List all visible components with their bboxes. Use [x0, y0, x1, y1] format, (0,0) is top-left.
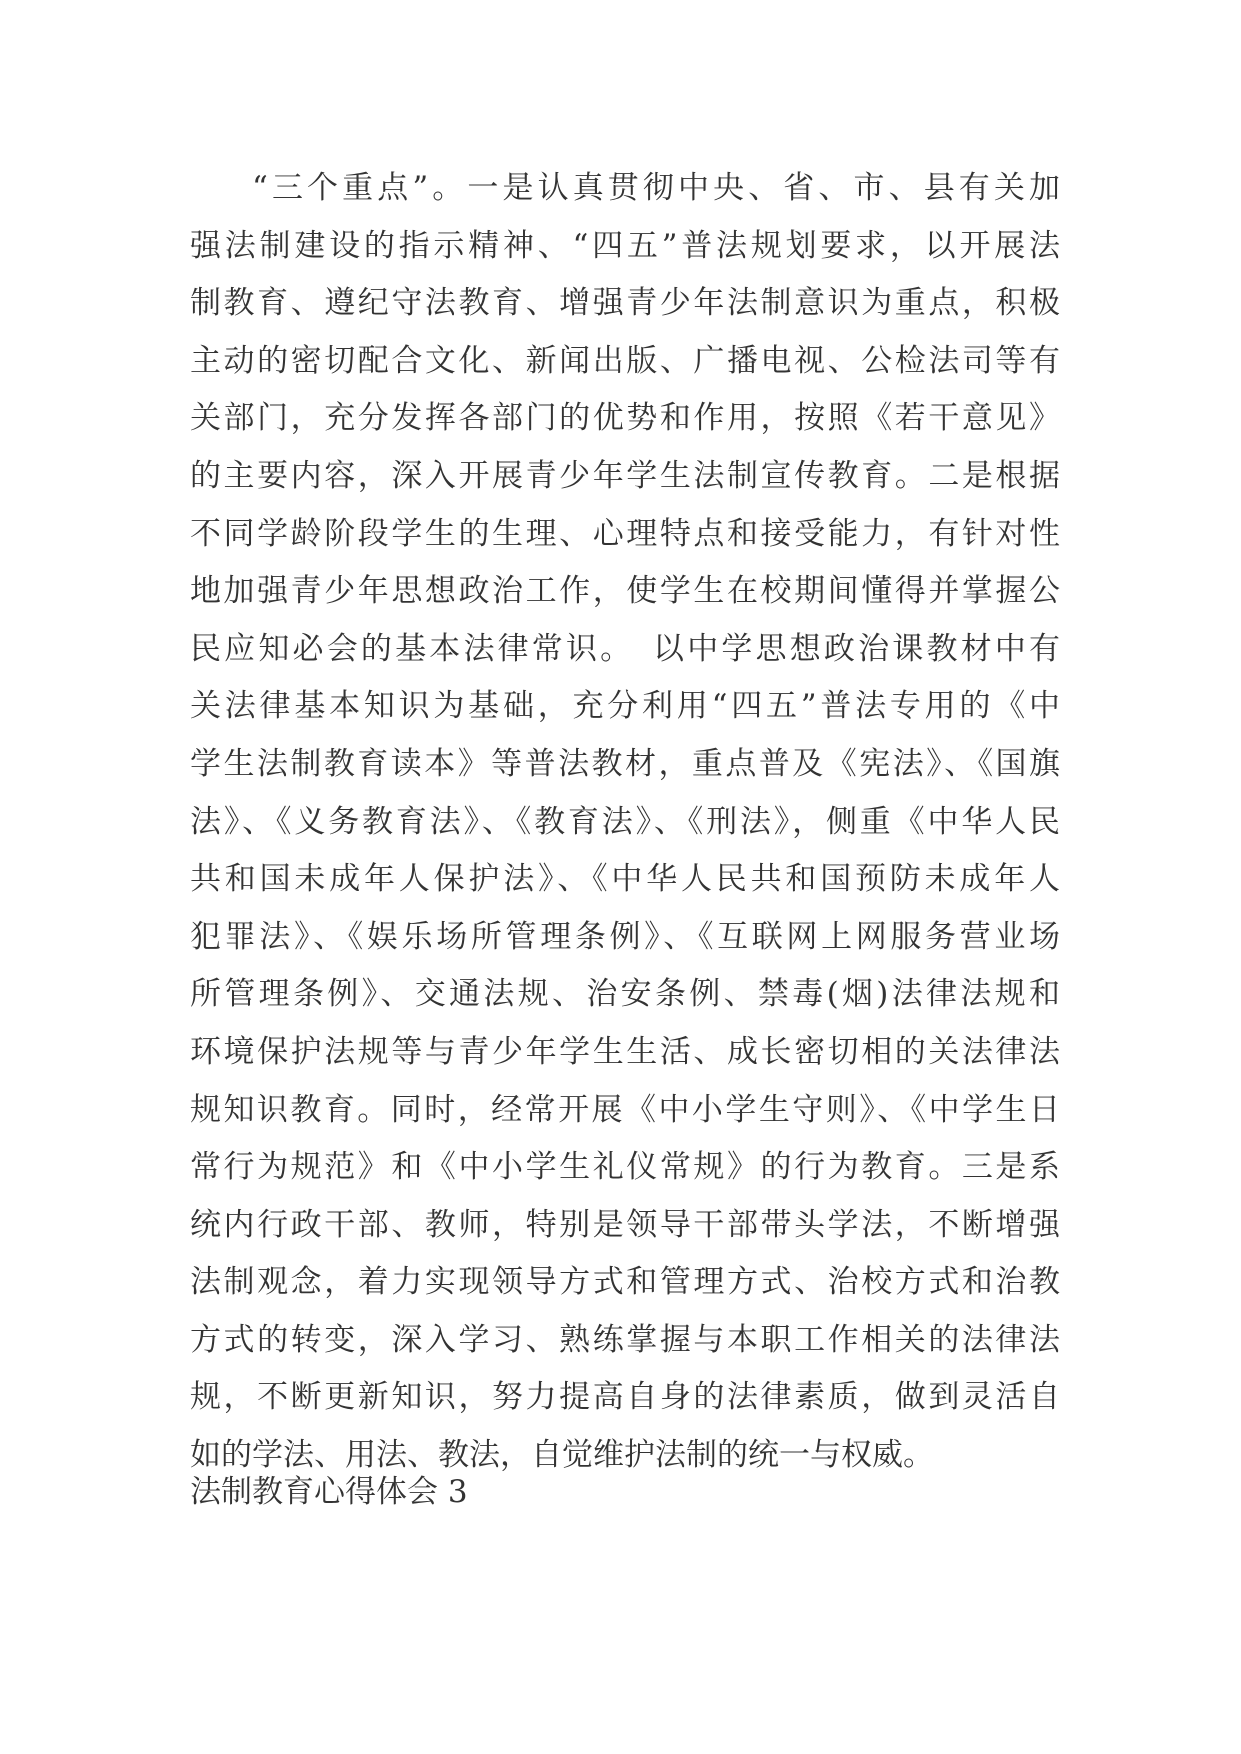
paragraph-line: 方式的转变，深入学习、熟练掌握与本职工作相关的法律法	[190, 1321, 1060, 1358]
paragraph-line: 关部门，充分发挥各部门的优势和作用，按照《若干意见》	[190, 400, 1060, 437]
paragraph-line: 常行为规范》和《中小学生礼仪常规》的行为教育。三是系	[190, 1149, 1060, 1186]
paragraph-line: 不同学龄阶段学生的生理、心理特点和接受能力，有针对性	[190, 515, 1060, 552]
section-heading: 法制教育心得体会 3	[190, 1474, 468, 1510]
paragraph-body	[190, 160, 1060, 1485]
paragraph-line: 的主要内容，深入开展青少年学生法制宣传教育。二是根据	[190, 457, 1060, 494]
paragraph-line: 关法律基本知识为基础，充分利用“四五”普法专用的《中	[190, 688, 1060, 725]
paragraph-line: 共和国未成年人保护法》、《中华人民共和国预防未成年人	[190, 861, 1060, 898]
paragraph-line: 民应知必会的基本法律常识。 以中学思想政治课教材中有	[190, 630, 1060, 667]
paragraph-line: 法》、《义务教育法》、《教育法》、《刑法》，侧重《中华人民	[190, 803, 1060, 840]
paragraph-line: 学生法制教育读本》等普法教材，重点普及《宪法》、《国旗	[190, 745, 1060, 782]
paragraph-line: “三个重点”。一是认真贯彻中央、省、市、县有关加	[252, 170, 1060, 206]
paragraph-line: 规知识教育。同时，经常开展《中小学生守则》、《中学生日	[190, 1091, 1060, 1128]
paragraph-line: 地加强青少年思想政治工作，使学生在校期间懂得并掌握公	[190, 573, 1060, 610]
paragraph-line: 环境保护法规等与青少年学生生活、成长密切相的关法律法	[190, 1033, 1060, 1070]
paragraph-line: 犯罪法》、《娱乐场所管理条例》、《互联网上网服务营业场	[190, 918, 1060, 955]
paragraph-line: 强法制建设的指示精神、“四五”普法规划要求，以开展法	[190, 227, 1060, 264]
paragraph-line: 统内行政干部、教师，特别是领导干部带头学法，不断增强	[190, 1206, 1060, 1243]
paragraph-line: 法制观念，着力实现领导方式和管理方式、治校方式和治教	[190, 1264, 1060, 1301]
paragraph-line: 制教育、遵纪守法教育、增强青少年法制意识为重点，积极	[190, 285, 1060, 322]
paragraph-line: 所管理条例》、交通法规、治安条例、禁毒(烟)法律法规和	[190, 976, 1060, 1013]
paragraph-line: 如的学法、用法、教法，自觉维护法制的统一与权威。	[190, 1437, 934, 1474]
paragraph-line: 规，不断更新知识，努力提高自身的法律素质，做到灵活自	[190, 1379, 1060, 1416]
paragraph-line: 主动的密切配合文化、新闻出版、广播电视、公检法司等有	[190, 342, 1060, 379]
